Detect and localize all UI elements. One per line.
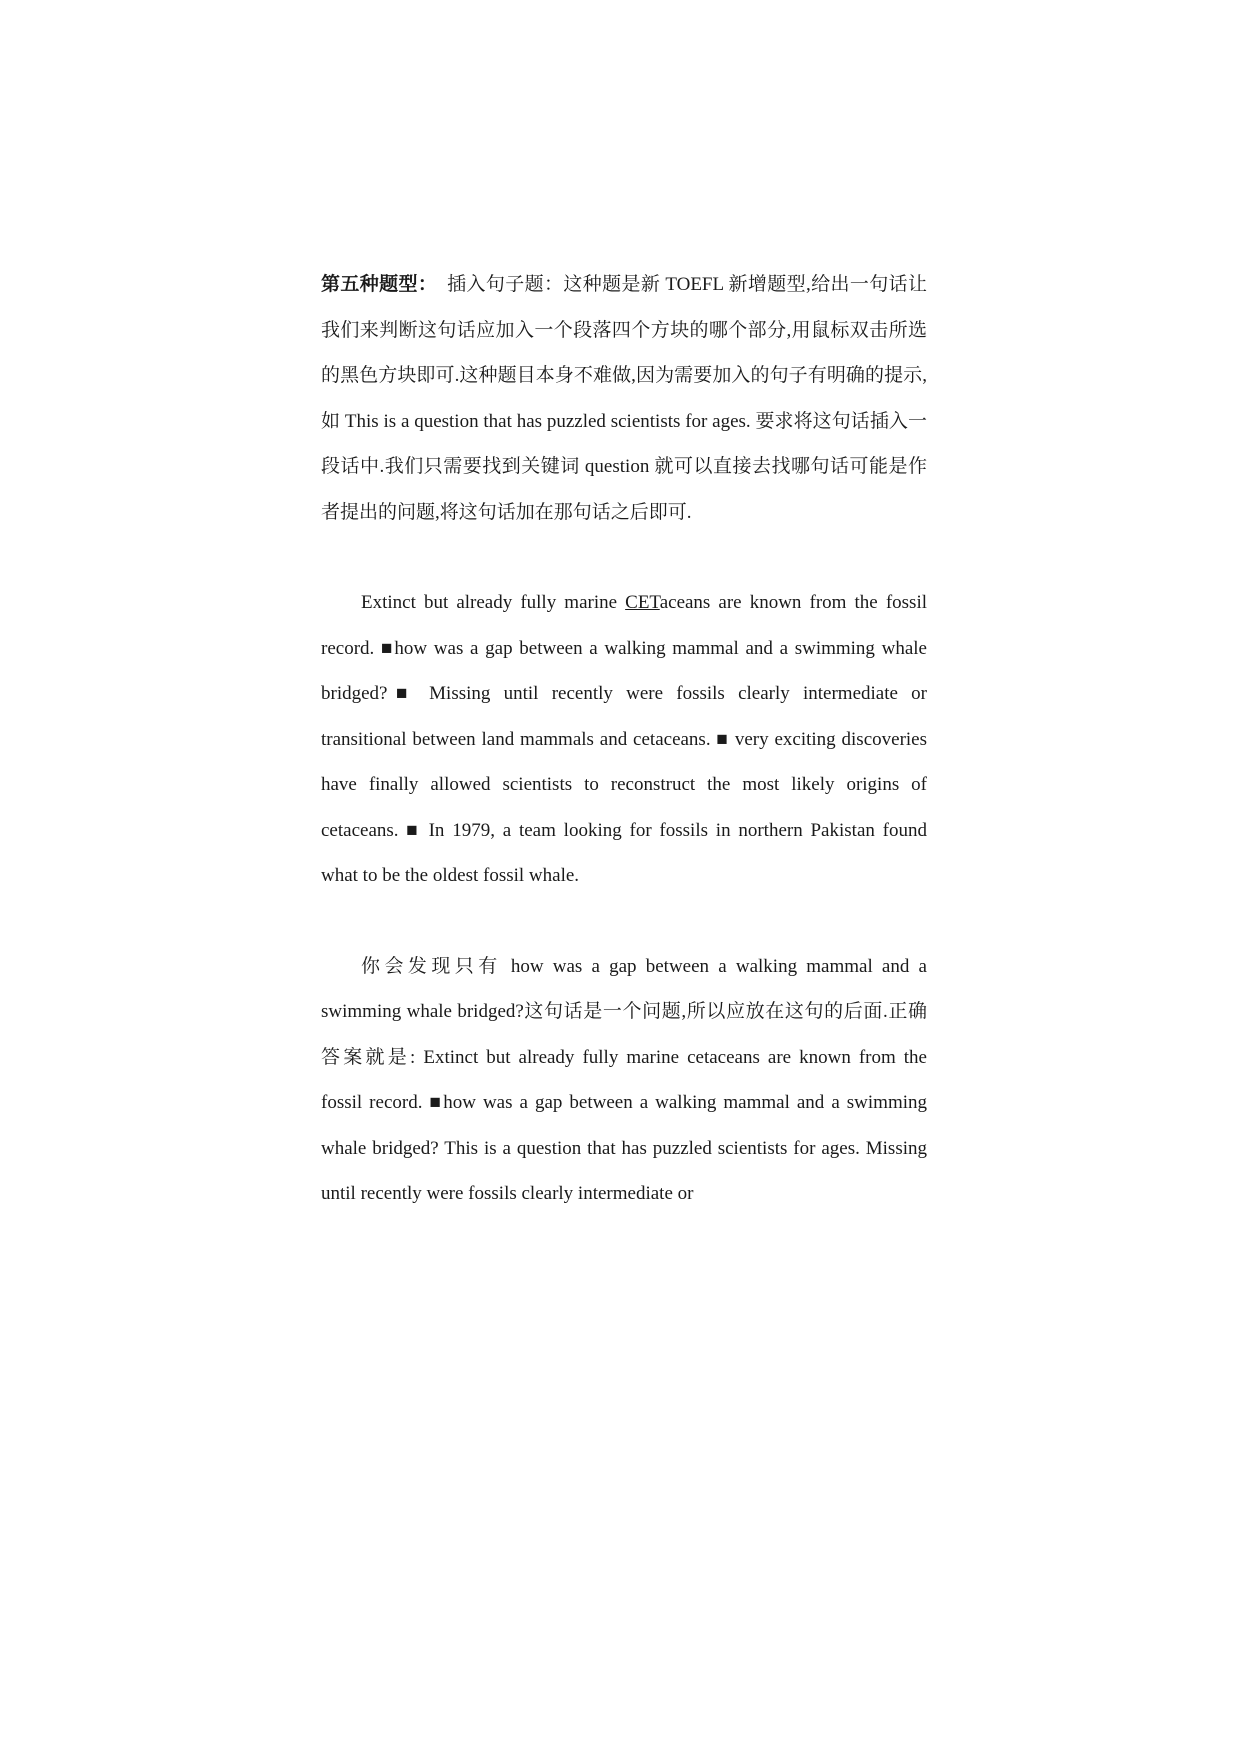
document-page [321, 262, 927, 1217]
section-heading: 第五种题型： [321, 274, 428, 295]
passage-paragraph [321, 580, 927, 899]
intro-paragraph [321, 262, 927, 535]
underlined-abbreviation: CET [625, 592, 660, 613]
intro-text: 插入句子题：这种题是新 TOEFL 新增题型,给出一句话让我们来判断这句话应加入一个段落四个方块的哪个部分,用鼠标双击所选的黑色方块即可.这种题目本身不难做,因为需要加入的句子有明确的提示,如 This is a question that has puzzled scientists for ages. 要求将这句话插入一段话中.我们只需要找到关键词 question 就可以直接去找哪句话可能是作者提出的问题,将这句话加在那句话之后即可. [321, 274, 927, 523]
passage-text-rest: aceans are known from the fossil record. ■how was a gap between a walking mammal and a swimming whale bridged?■ Missing until recently were fossils clearly intermediate or transitional between land mammals and cetaceans. ■ very exciting discoveries have finally allowed scientists to reconstruct the most likely origins of cetaceans. ■ In 1979, a team looking for fossils in northern Pakistan found what to be the oldest fossil whale. [321, 592, 927, 886]
paragraph-spacer [321, 899, 927, 944]
paragraph-spacer [321, 535, 927, 580]
explanation-paragraph: 你会发现只有 how was a gap between a walking mammal and a swimming whale bridged?这句话是一个问题,所以应放在这句的后面.正确答案就是: Extinct but already fully marine cetaceans are known from the fossil record. ■how was a gap between a walking mammal and a swimming whale bridged? This is a question that has puzzled scientists for ages. Missing until recently were fossils clearly intermediate or [321, 955, 927, 1204]
passage-text-start: Extinct but already fully marine [361, 592, 626, 613]
